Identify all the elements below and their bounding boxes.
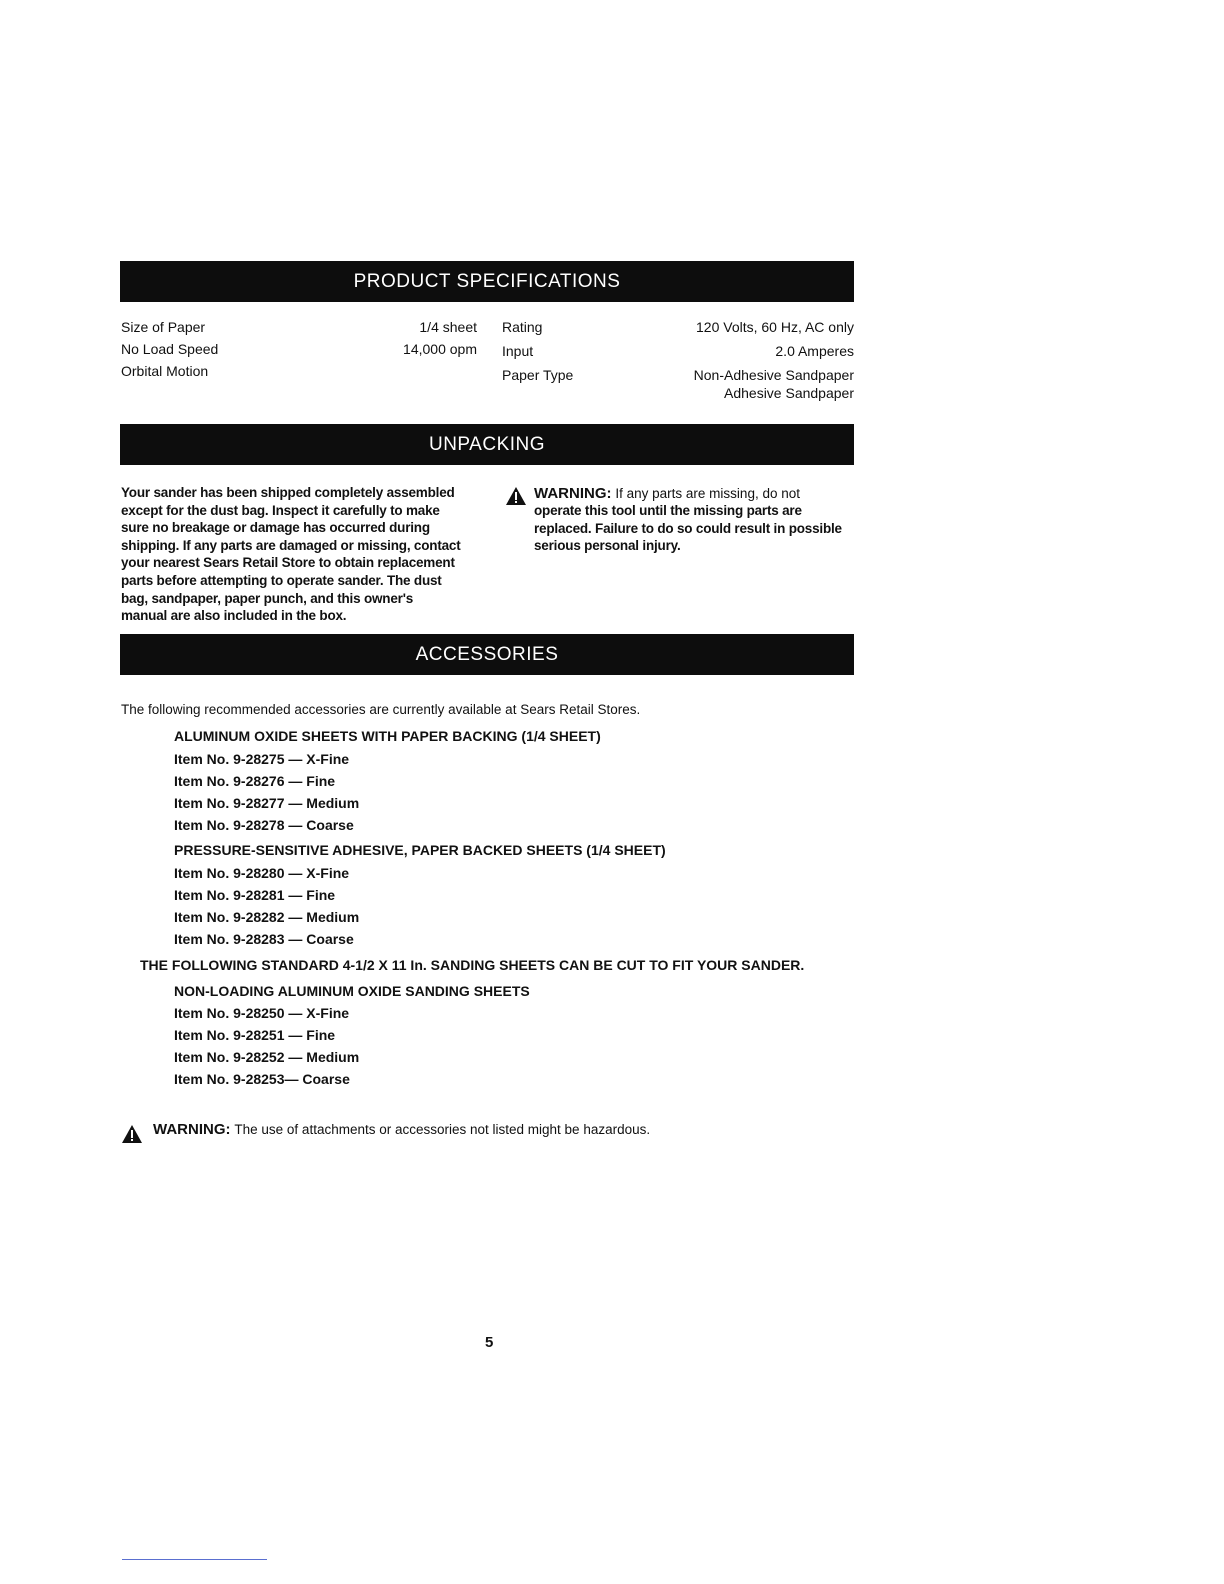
- warning-line: replaced. Failure to do so could result in possible: [534, 520, 842, 536]
- body-line: parts before attempting to operate sander. The dust: [121, 572, 442, 588]
- spec-value: 120 Volts, 60 Hz, AC only: [696, 319, 854, 335]
- accessory-item: Item No. 9-28281 — Fine: [174, 887, 336, 903]
- accessory-item: Item No. 9-28280 — X-Fine: [174, 865, 350, 881]
- warning-triangle-icon: [121, 1124, 143, 1144]
- specs-header: PRODUCT SPECIFICATIONS: [120, 261, 854, 302]
- spec-label: Orbital Motion: [121, 363, 209, 379]
- accessory-item: Item No. 9-28250 — X-Fine: [174, 1005, 350, 1021]
- body-line: shipping. If any parts are damaged or missing, contact: [121, 537, 461, 553]
- accessory-item: Item No. 9-28275 — X-Fine: [174, 751, 350, 767]
- body-line: Your sander has been shipped completely assembled: [121, 485, 455, 500]
- spec-label: Size of Paper: [121, 319, 206, 335]
- accessory-item: Item No. 9-28252 — Medium: [174, 1049, 360, 1065]
- spec-label: Rating: [502, 319, 543, 335]
- accessory-item: Item No. 9-28282 — Medium: [174, 909, 360, 925]
- spec-value-extra: Adhesive Sandpaper: [724, 385, 854, 401]
- warning-text: The use of attachments or accessories not listed might be hazardous.: [234, 1122, 651, 1137]
- standard-note: THE FOLLOWING STANDARD 4-1/2 X 11 In. SANDING SHEETS CAN BE CUT TO FIT YOUR SANDER.: [140, 957, 805, 973]
- group-heading: PRESSURE-SENSITIVE ADHESIVE, PAPER BACKED SHEETS (1/4 SHEET): [174, 842, 666, 858]
- spec-value: 1/4 sheet: [419, 319, 477, 335]
- body-line: except for the dust bag. Inspect it carefully to make: [121, 502, 440, 518]
- body-line: sure no breakage or damage has occurred during: [121, 520, 430, 536]
- accessories-warning: [153, 1118, 650, 1141]
- accessory-item: Item No. 9-28251 — Fine: [174, 1027, 336, 1043]
- page-number: 5: [485, 1334, 494, 1351]
- accessory-item: Item No. 9-28277 — Medium: [174, 795, 360, 811]
- body-line: your nearest Sears Retail Store to obtain replacement: [121, 555, 455, 571]
- accessory-item: Item No. 9-28276 — Fine: [174, 773, 336, 789]
- spec-label: Paper Type: [502, 367, 574, 383]
- spec-value: Non-Adhesive Sandpaper: [693, 367, 854, 383]
- spec-label: No Load Speed: [121, 341, 219, 357]
- unpacking-warning-body: [534, 502, 864, 555]
- warning-line: serious personal injury.: [534, 538, 681, 554]
- accessories-intro: The following recommended accessories are currently available at Sears Retail Stores.: [121, 702, 641, 717]
- accessory-item: Item No. 9-28278 — Coarse: [174, 817, 354, 833]
- unpacking-body: [121, 484, 486, 625]
- group-heading: NON-LOADING ALUMINUM OXIDE SANDING SHEETS: [174, 983, 530, 999]
- accessory-item: Item No. 9-28253— Coarse: [174, 1071, 350, 1087]
- spec-value: 14,000 opm: [403, 341, 477, 357]
- accessory-item: Item No. 9-28283 — Coarse: [174, 931, 354, 947]
- spec-value: 2.0 Amperes: [775, 343, 854, 359]
- warning-label: WARNING:: [534, 485, 612, 502]
- spec-label: Input: [502, 343, 534, 359]
- warning-label: WARNING:: [153, 1121, 231, 1138]
- body-line: manual are also included in the box.: [121, 608, 347, 624]
- accessories-header: ACCESSORIES: [120, 634, 854, 675]
- group-heading: ALUMINUM OXIDE SHEETS WITH PAPER BACKING (1/4 SHEET): [174, 728, 601, 744]
- warning-triangle-icon: [505, 486, 527, 506]
- body-line: bag, sandpaper, paper punch, and this owner's: [121, 590, 414, 606]
- unpacking-header: UNPACKING: [120, 424, 854, 465]
- footer-rule: [122, 1559, 267, 1560]
- warning-line: operate this tool until the missing parts are: [534, 503, 802, 518]
- warning-text: If any parts are missing, do not: [615, 486, 800, 501]
